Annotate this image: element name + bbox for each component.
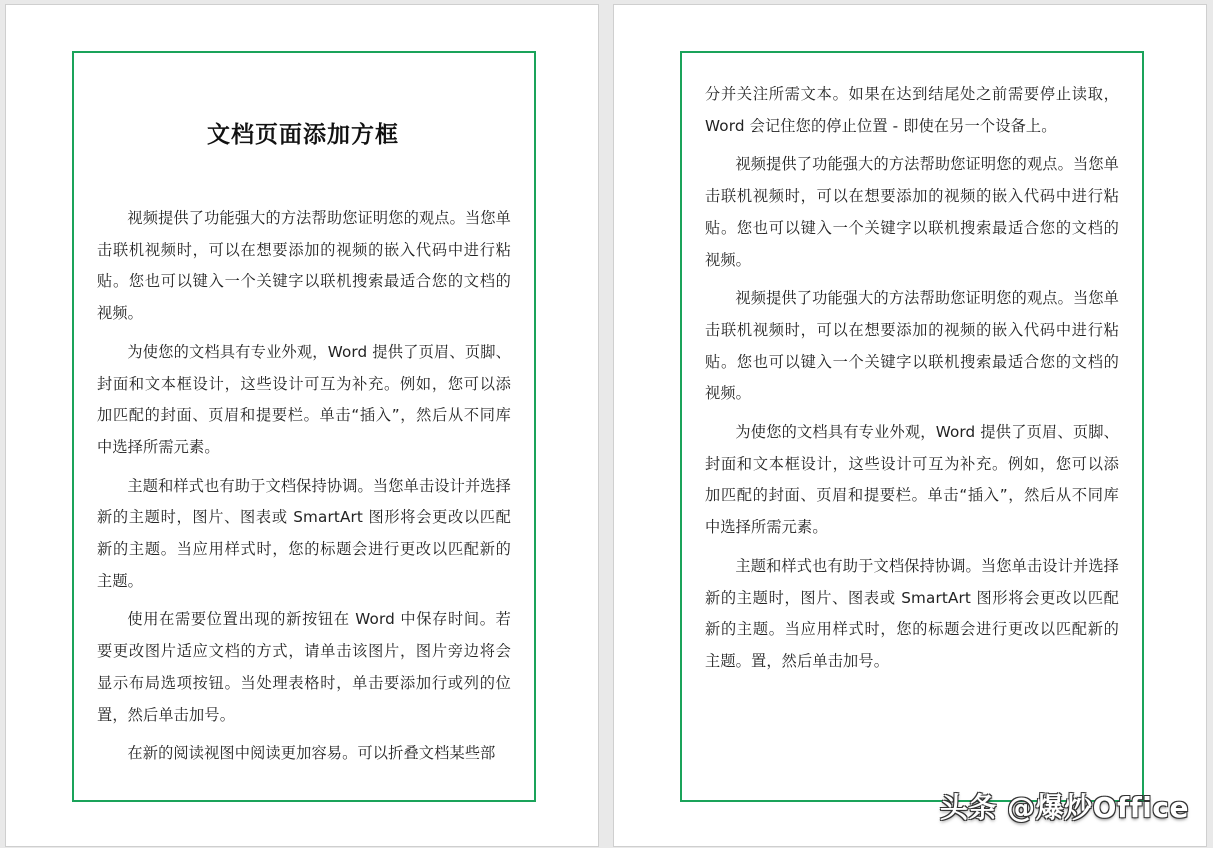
paragraph: 主题和样式也有助于文档保持协调。当您单击设计并选择新的主题时，图片、图表或 SmartArt 图形将会更改以匹配新的主题。当应用样式时，您的标题会进行更改以匹配新的主题。: [97, 476, 511, 590]
paragraph: 视频提供了功能强大的方法帮助您证明您的观点。当您单击联机视频时，可以在想要添加的视频的嵌入代码中进行粘贴。您也可以键入一个关键字以联机搜索最适合您的文档的视频。: [97, 209, 511, 323]
document-page-1: [5, 4, 599, 847]
paragraph: 分并关注所需文本。如果在达到结尾处之前需要停止读取，Word 会记住您的停止位置 - 即使在另一个设备上。: [705, 85, 1119, 135]
page-2-body: [705, 79, 1119, 685]
paragraph: 为使您的文档具有专业外观，Word 提供了页眉、页脚、封面和文本框设计，这些设计可互为补充。例如，您可以添加匹配的封面、页眉和提要栏。单击“插入”，然后从不同库中选择所需元素。: [97, 342, 511, 456]
document-title: 文档页面添加方框: [207, 121, 399, 148]
document-page-2: [613, 4, 1207, 847]
paragraph: 视频提供了功能强大的方法帮助您证明您的观点。当您单击联机视频时，可以在想要添加的视频的嵌入代码中进行粘贴。您也可以键入一个关键字以联机搜索最适合您的文档的视频。: [705, 155, 1119, 269]
watermark: 头条 @爆炒Office: [939, 791, 1189, 824]
paragraph: 视频提供了功能强大的方法帮助您证明您的观点。当您单击联机视频时，可以在想要添加的视频的嵌入代码中进行粘贴。您也可以键入一个关键字以联机搜索最适合您的文档的视频。: [705, 289, 1119, 403]
page-1-body: [97, 203, 511, 777]
paragraph: 使用在需要位置出现的新按钮在 Word 中保存时间。若要更改图片适应文档的方式，请单击该图片，图片旁边将会显示布局选项按钮。当处理表格时，单击要添加行或列的位置，然后单击加号。: [97, 610, 511, 724]
paragraph: 在新的阅读视图中阅读更加容易。可以折叠文档某些部: [127, 744, 496, 763]
paragraph: 主题和样式也有助于文档保持协调。当您单击设计并选择新的主题时，图片、图表或 SmartArt 图形将会更改以匹配新的主题。当应用样式时，您的标题会进行更改以匹配新的主题。置，然后单击加号。: [705, 556, 1119, 670]
paragraph: 为使您的文档具有专业外观，Word 提供了页眉、页脚、封面和文本框设计，这些设计可互为补充。例如，您可以添加匹配的封面、页眉和提要栏。单击“插入”，然后从不同库中选择所需元素。: [705, 423, 1119, 537]
